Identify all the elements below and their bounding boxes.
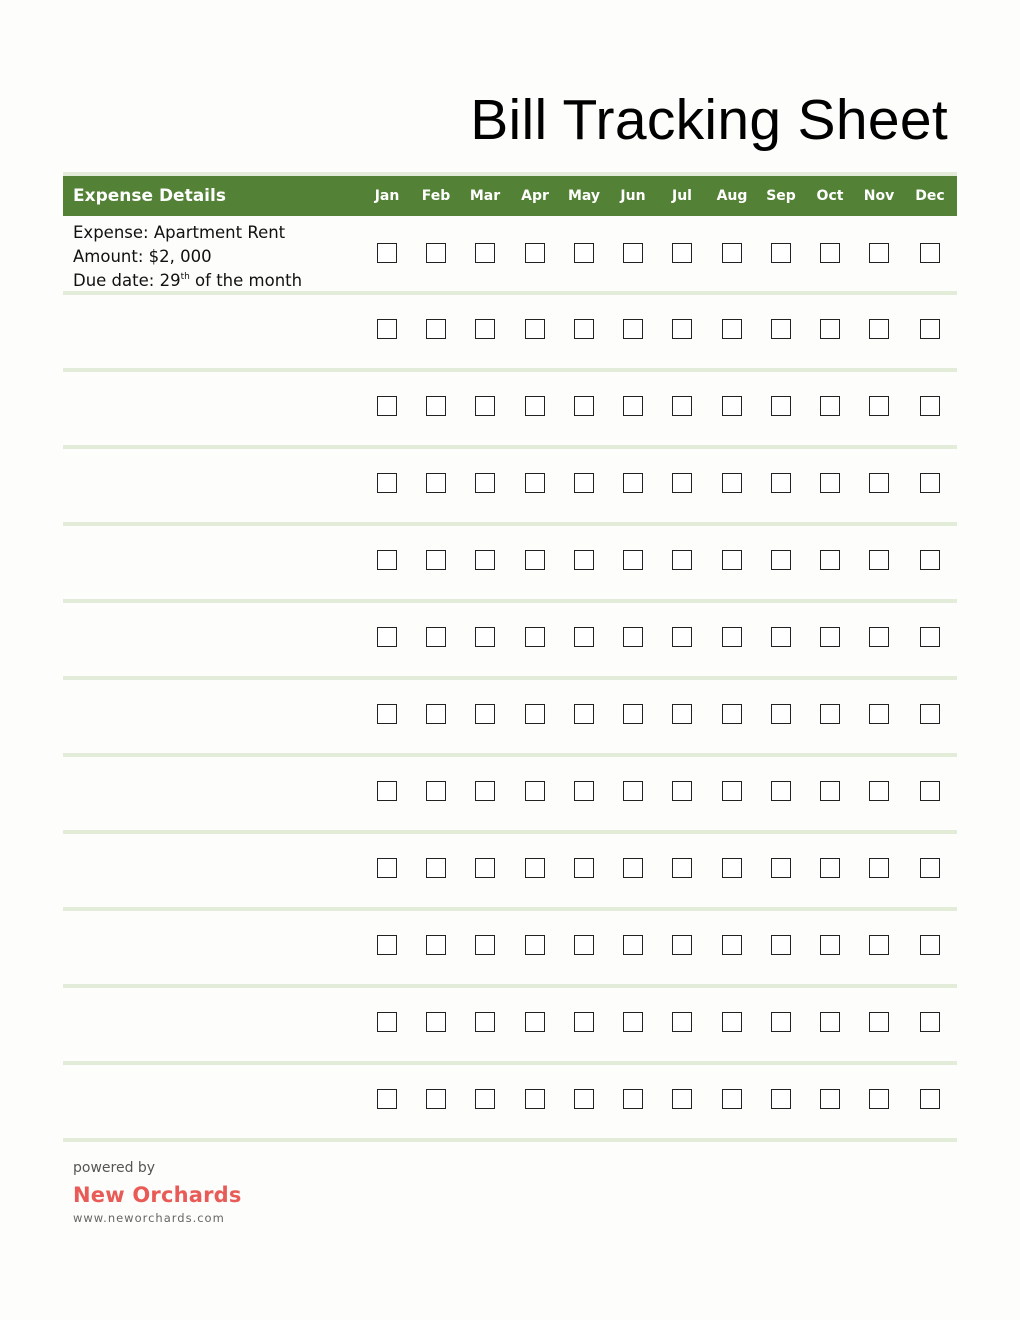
checkbox-jan[interactable] [377,935,397,955]
checkbox-sep[interactable] [771,319,791,339]
checkbox-apr[interactable] [525,627,545,647]
checkbox-apr[interactable] [525,781,545,801]
checkbox-oct[interactable] [820,858,840,878]
checkbox-jan[interactable] [377,319,397,339]
checkbox-oct[interactable] [820,243,840,263]
checkbox-jun[interactable] [623,704,643,724]
checkbox-jun[interactable] [623,781,643,801]
checkbox-aug[interactable] [722,396,742,416]
checkbox-jun[interactable] [623,396,643,416]
checkbox-jul[interactable] [672,319,692,339]
checkbox-may[interactable] [574,858,594,878]
table-row [63,216,957,295]
checkbox-feb[interactable] [426,473,446,493]
checkbox-aug[interactable] [722,243,742,263]
due-date-suffix: of the month [189,271,303,290]
checkbox-nov[interactable] [869,243,889,263]
checkbox-nov[interactable] [869,704,889,724]
checkbox-aug[interactable] [722,1089,742,1109]
checkbox-sep[interactable] [771,1012,791,1032]
checkbox-dec[interactable] [920,781,940,801]
month-header-jan: Jan [374,188,400,204]
checkbox-sep[interactable] [771,704,791,724]
checkbox-nov[interactable] [869,1089,889,1109]
checkbox-mar[interactable] [475,858,495,878]
checkbox-apr[interactable] [525,319,545,339]
checkbox-jan[interactable] [377,1089,397,1109]
checkbox-feb[interactable] [426,1012,446,1032]
checkbox-jul[interactable] [672,627,692,647]
checkbox-jul[interactable] [672,473,692,493]
checkbox-nov[interactable] [869,1012,889,1032]
checkbox-mar[interactable] [475,704,495,724]
checkbox-nov[interactable] [869,319,889,339]
checkbox-jul[interactable] [672,858,692,878]
checkbox-may[interactable] [574,550,594,570]
checkbox-aug[interactable] [722,627,742,647]
table-row [63,757,957,834]
table-row [63,449,957,526]
checkbox-nov[interactable] [869,627,889,647]
table-row [63,680,957,757]
checkbox-jul[interactable] [672,396,692,416]
month-header-apr: Apr [521,188,549,204]
checkbox-feb[interactable] [426,396,446,416]
checkbox-jul[interactable] [672,1089,692,1109]
checkbox-apr[interactable] [525,473,545,493]
table-row [63,988,957,1065]
checkbox-may[interactable] [574,781,594,801]
table-row [63,603,957,680]
checkbox-mar[interactable] [475,396,495,416]
month-header-jun: Jun [620,188,646,204]
checkbox-oct[interactable] [820,781,840,801]
checkbox-jan[interactable] [377,1012,397,1032]
checkbox-jun[interactable] [623,858,643,878]
checkbox-sep[interactable] [771,858,791,878]
checkbox-sep[interactable] [771,550,791,570]
expense-name: Expense: Apartment Rent [73,223,286,242]
checkbox-jul[interactable] [672,781,692,801]
checkbox-jan[interactable] [377,243,397,263]
checkbox-apr[interactable] [525,550,545,570]
checkbox-feb[interactable] [426,1089,446,1109]
checkbox-apr[interactable] [525,396,545,416]
month-headers [373,176,957,216]
brand-logo: New Orchards [73,1183,242,1207]
checkbox-may[interactable] [574,243,594,263]
checkbox-feb[interactable] [426,627,446,647]
checkbox-mar[interactable] [475,935,495,955]
page-title: Bill Tracking Sheet [470,88,948,152]
checkbox-oct[interactable] [820,473,840,493]
checkbox-jun[interactable] [623,1012,643,1032]
checkbox-oct[interactable] [820,627,840,647]
checkbox-aug[interactable] [722,704,742,724]
checkbox-sep[interactable] [771,243,791,263]
checkbox-aug[interactable] [722,858,742,878]
table-row [63,834,957,911]
checkbox-nov[interactable] [869,781,889,801]
checkbox-jun[interactable] [623,627,643,647]
checkbox-sep[interactable] [771,627,791,647]
checkbox-jan[interactable] [377,627,397,647]
checkbox-oct[interactable] [820,396,840,416]
checkbox-sep[interactable] [771,473,791,493]
checkbox-mar[interactable] [475,319,495,339]
checkbox-jun[interactable] [623,473,643,493]
checkbox-nov[interactable] [869,550,889,570]
header-expense-details: Expense Details [73,186,226,206]
checkbox-feb[interactable] [426,319,446,339]
brand-url[interactable]: www.neworchards.com [73,1211,225,1225]
checkbox-may[interactable] [574,627,594,647]
table-header [63,176,957,216]
checkbox-nov[interactable] [869,858,889,878]
checkbox-jan[interactable] [377,781,397,801]
checkbox-may[interactable] [574,704,594,724]
checkbox-dec[interactable] [920,935,940,955]
checkbox-mar[interactable] [475,1089,495,1109]
checkbox-oct[interactable] [820,935,840,955]
checkbox-apr[interactable] [525,1012,545,1032]
checkbox-jan[interactable] [377,858,397,878]
checkbox-feb[interactable] [426,781,446,801]
checkbox-jan[interactable] [377,704,397,724]
checkbox-may[interactable] [574,1089,594,1109]
checkbox-aug[interactable] [722,550,742,570]
checkbox-mar[interactable] [475,1012,495,1032]
checkbox-sep[interactable] [771,396,791,416]
checkbox-dec[interactable] [920,396,940,416]
checkbox-mar[interactable] [475,473,495,493]
checkbox-jun[interactable] [623,550,643,570]
checkbox-may[interactable] [574,473,594,493]
month-header-feb: Feb [421,188,451,204]
due-date-prefix: Due date: 29 [73,271,181,290]
month-header-mar: Mar [469,188,501,204]
checkbox-jul[interactable] [672,704,692,724]
checkbox-jun[interactable] [623,1089,643,1109]
checkbox-jul[interactable] [672,243,692,263]
checkbox-sep[interactable] [771,1089,791,1109]
checkbox-apr[interactable] [525,1089,545,1109]
checkbox-feb[interactable] [426,858,446,878]
expense-details [73,221,302,293]
checkbox-apr[interactable] [525,935,545,955]
checkbox-apr[interactable] [525,243,545,263]
checkbox-may[interactable] [574,396,594,416]
table-row [63,1065,957,1142]
checkbox-jun[interactable] [623,319,643,339]
checkbox-oct[interactable] [820,550,840,570]
expense-due-date [73,269,302,293]
table-row [63,526,957,603]
checkbox-dec[interactable] [920,243,940,263]
checkbox-mar[interactable] [475,781,495,801]
checkbox-jun[interactable] [623,243,643,263]
month-header-nov: Nov [863,188,895,204]
checkbox-feb[interactable] [426,704,446,724]
checkbox-nov[interactable] [869,396,889,416]
checkbox-aug[interactable] [722,935,742,955]
table-row [63,911,957,988]
month-header-may: May [567,188,601,204]
checkbox-aug[interactable] [722,319,742,339]
month-header-aug: Aug [716,188,748,204]
checkbox-sep[interactable] [771,781,791,801]
checkbox-mar[interactable] [475,243,495,263]
month-header-jul: Jul [672,188,692,204]
checkbox-dec[interactable] [920,704,940,724]
table-row [63,372,957,449]
checkbox-dec[interactable] [920,319,940,339]
checkbox-oct[interactable] [820,704,840,724]
checkbox-dec[interactable] [920,627,940,647]
checkbox-may[interactable] [574,935,594,955]
checkbox-jul[interactable] [672,935,692,955]
footer [73,1160,242,1225]
checkbox-feb[interactable] [426,935,446,955]
checkbox-mar[interactable] [475,550,495,570]
checkbox-dec[interactable] [920,473,940,493]
checkbox-apr[interactable] [525,858,545,878]
checkbox-dec[interactable] [920,1089,940,1109]
checkbox-oct[interactable] [820,1012,840,1032]
checkbox-jul[interactable] [672,550,692,570]
checkbox-mar[interactable] [475,627,495,647]
month-header-dec: Dec [915,188,945,204]
checkbox-feb[interactable] [426,550,446,570]
table-row [63,295,957,372]
checkbox-nov[interactable] [869,473,889,493]
checkbox-sep[interactable] [771,935,791,955]
powered-by-label: powered by [73,1160,156,1176]
checkbox-jul[interactable] [672,1012,692,1032]
due-date-ordinal: th [180,272,190,282]
month-header-oct: Oct [816,188,844,204]
checkbox-aug[interactable] [722,1012,742,1032]
month-header-sep: Sep [766,188,796,204]
checkbox-may[interactable] [574,1012,594,1032]
checkbox-dec[interactable] [920,1012,940,1032]
checkbox-jan[interactable] [377,473,397,493]
checkbox-may[interactable] [574,319,594,339]
expense-amount: Amount: $2, 000 [73,247,212,266]
checkbox-aug[interactable] [722,473,742,493]
checkbox-apr[interactable] [525,704,545,724]
bill-table [63,172,957,1142]
checkbox-jun[interactable] [623,935,643,955]
checkbox-jan[interactable] [377,396,397,416]
checkbox-dec[interactable] [920,858,940,878]
checkbox-oct[interactable] [820,1089,840,1109]
checkbox-oct[interactable] [820,319,840,339]
checkbox-feb[interactable] [426,243,446,263]
checkbox-jan[interactable] [377,550,397,570]
checkbox-nov[interactable] [869,935,889,955]
table-body [63,216,957,1142]
checkbox-dec[interactable] [920,550,940,570]
checkbox-aug[interactable] [722,781,742,801]
